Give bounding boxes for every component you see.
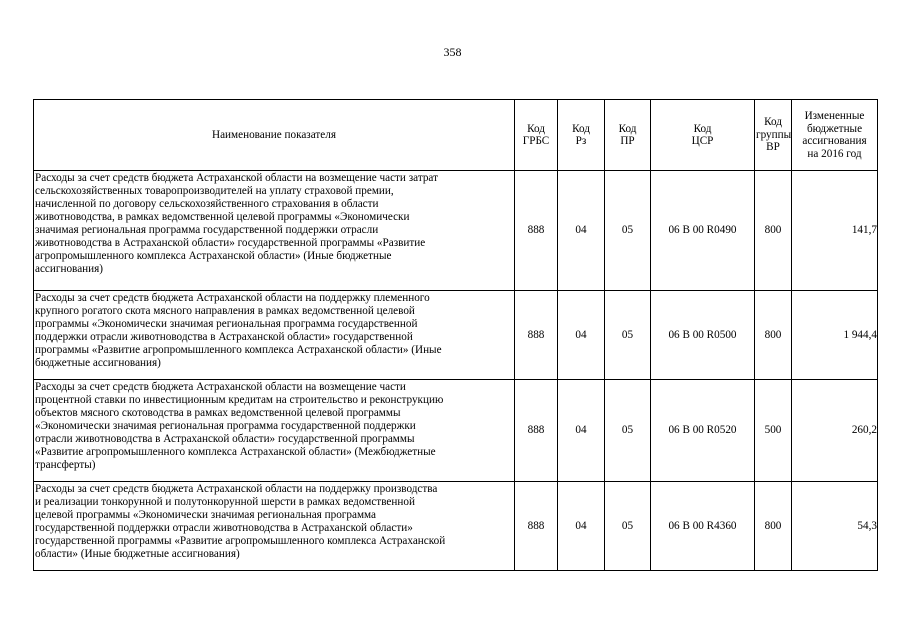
- row-pr: 05: [605, 482, 651, 571]
- table-row: [34, 291, 878, 380]
- row-amount: 1 944,4: [792, 291, 878, 380]
- row-vr: 500: [755, 380, 792, 482]
- row-grbs: 888: [515, 291, 558, 380]
- row-csr: 06 В 00 R4360: [651, 482, 755, 571]
- row-vr: 800: [755, 291, 792, 380]
- header-vr: Код группы ВР: [755, 100, 792, 171]
- header-row: [34, 100, 878, 171]
- row-csr: 06 В 00 R0490: [651, 171, 755, 291]
- row-name: Расходы за счет средств бюджета Астраханской области на поддержку производства и реализации тонкорунной и полутонкорунной шерсти в рамках ведомственной целевой программы «Экономически значимая региональная программа государственной поддержки отрасли животноводства в Астраханской области» государственной программы «Развитие агропромышленного комплекса Астраханской области» (Иные бюджетные ассигнования): [34, 482, 515, 571]
- row-grbs: 888: [515, 482, 558, 571]
- row-rz: 04: [558, 171, 605, 291]
- header-csr: Код ЦСР: [651, 100, 755, 171]
- table-row: [34, 380, 878, 482]
- row-amount: 260,2: [792, 380, 878, 482]
- row-amount: 141,7: [792, 171, 878, 291]
- row-rz: 04: [558, 482, 605, 571]
- row-grbs: 888: [515, 380, 558, 482]
- row-rz: 04: [558, 291, 605, 380]
- row-name: Расходы за счет средств бюджета Астраханской области на возмещение части затрат сельскохозяйственных товаропроизводителей на уплату страховой премии, начисленной по договору сельскохозяйственного страхования в области животноводства, в рамках ведомственной целевой программы «Экономически значимая региональная программа государственной поддержки отрасли животноводства в Астраханской области» государственной программы «Развитие агропромышленного комплекса Астраханской области» (Иные бюджетные ассигнования): [34, 171, 515, 291]
- page-number: 358: [443, 45, 462, 59]
- header-amount: Измененные бюджетные ассигнования на 2016 год: [792, 100, 878, 171]
- row-rz: 04: [558, 380, 605, 482]
- header-grbs: Код ГРБС: [515, 100, 558, 171]
- row-pr: 05: [605, 171, 651, 291]
- row-name: Расходы за счет средств бюджета Астраханской области на поддержку племенного крупного рогатого скота мясного направления в рамках ведомственной целевой программы «Экономически значимая региональная программа государственной поддержки отрасли животноводства в Астраханской области» государственной программы «Развитие агропромышленного комплекса Астраханской области» (Иные бюджетные ассигнования): [34, 291, 515, 380]
- table-row: [34, 482, 878, 571]
- header-name: Наименование показателя: [34, 100, 515, 171]
- row-amount: 54,3: [792, 482, 878, 571]
- row-name: Расходы за счет средств бюджета Астраханской области на возмещение части процентной ставки по инвестиционным кредитам на строительство и реконструкцию объектов мясного скотоводства в рамках ведомственной целевой программы «Экономически значимая региональная программа государственной поддержки отрасли животноводства в Астраханской области» государственной программы «Развитие агропромышленного комплекса Астраханской области» (Межбюджетные трансферты): [34, 380, 515, 482]
- budget-table: [33, 99, 878, 571]
- row-pr: 05: [605, 291, 651, 380]
- table-row: [34, 171, 878, 291]
- row-pr: 05: [605, 380, 651, 482]
- row-csr: 06 В 00 R0520: [651, 380, 755, 482]
- header-pr: Код ПР: [605, 100, 651, 171]
- row-grbs: 888: [515, 171, 558, 291]
- row-csr: 06 В 00 R0500: [651, 291, 755, 380]
- row-vr: 800: [755, 482, 792, 571]
- header-rz: Код Рз: [558, 100, 605, 171]
- row-vr: 800: [755, 171, 792, 291]
